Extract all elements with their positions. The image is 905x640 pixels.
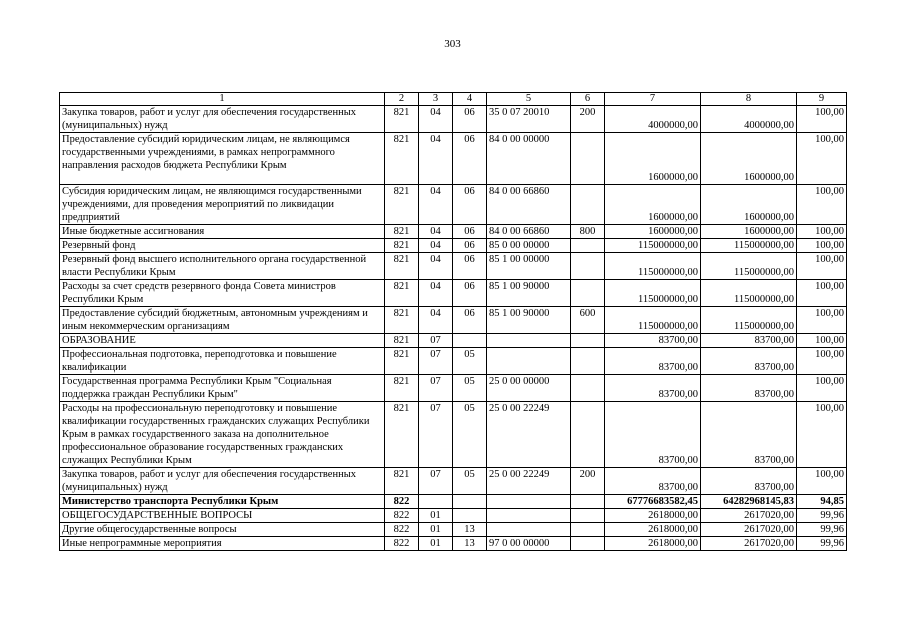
- table-row: [60, 239, 847, 253]
- subsection-code-cell: 06: [453, 133, 487, 185]
- expense-type-cell: 200: [571, 468, 605, 495]
- planned-amount-cell: 115000000,00: [605, 307, 701, 334]
- execution-percent-cell: 99,96: [797, 523, 847, 537]
- ministry-code-cell: 821: [385, 375, 419, 402]
- target-article-cell: 25 0 00 00000: [487, 375, 571, 402]
- expense-type-cell: [571, 537, 605, 551]
- planned-amount-cell: 2618000,00: [605, 537, 701, 551]
- subsection-code-cell: 06: [453, 307, 487, 334]
- subsection-code-cell: 06: [453, 225, 487, 239]
- expense-type-cell: [571, 495, 605, 509]
- executed-amount-cell: 1600000,00: [701, 225, 797, 239]
- expense-type-cell: [571, 280, 605, 307]
- row-name-cell: Закупка товаров, работ и услуг для обеспечения государственных (муниципальных) нужд: [60, 468, 385, 495]
- executed-amount-cell: 83700,00: [701, 375, 797, 402]
- execution-percent-cell: 99,96: [797, 537, 847, 551]
- row-name-cell: Министерство транспорта Республики Крым: [60, 495, 385, 509]
- ministry-code-cell: 821: [385, 402, 419, 468]
- execution-percent-cell: 100,00: [797, 334, 847, 348]
- header-cell: 2: [385, 93, 419, 106]
- execution-percent-cell: 100,00: [797, 225, 847, 239]
- planned-amount-cell: 2618000,00: [605, 523, 701, 537]
- target-article-cell: 85 0 00 00000: [487, 239, 571, 253]
- row-name-cell: Профессиональная подготовка, переподготовка и повышение квалификации: [60, 348, 385, 375]
- planned-amount-cell: 1600000,00: [605, 185, 701, 225]
- header-cell: 1: [60, 93, 385, 106]
- ministry-code-cell: 821: [385, 133, 419, 185]
- target-article-cell: [487, 509, 571, 523]
- row-name-cell: Расходы на профессиональную переподготовку и повышение квалификации государственных гражданских служащих Республики Крым в рамках государственного заказа на дополнительное профессиональное образование государственных гражданских служащих Республики Крым: [60, 402, 385, 468]
- executed-amount-cell: 83700,00: [701, 468, 797, 495]
- expense-type-cell: [571, 509, 605, 523]
- expense-type-cell: 800: [571, 225, 605, 239]
- executed-amount-cell: 83700,00: [701, 334, 797, 348]
- expense-type-cell: [571, 375, 605, 402]
- row-name-cell: Расходы за счет средств резервного фонда Совета министров Республики Крым: [60, 280, 385, 307]
- row-name-cell: Иные бюджетные ассигнования: [60, 225, 385, 239]
- target-article-cell: 85 1 00 90000: [487, 280, 571, 307]
- planned-amount-cell: 2618000,00: [605, 509, 701, 523]
- execution-percent-cell: 100,00: [797, 375, 847, 402]
- row-name-cell: Закупка товаров, работ и услуг для обеспечения государственных (муниципальных) нужд: [60, 106, 385, 133]
- executed-amount-cell: 1600000,00: [701, 133, 797, 185]
- ministry-code-cell: 821: [385, 239, 419, 253]
- section-code-cell: 01: [419, 509, 453, 523]
- table-row: [60, 280, 847, 307]
- execution-percent-cell: 100,00: [797, 253, 847, 280]
- subsection-code-cell: 13: [453, 523, 487, 537]
- subsection-code-cell: 06: [453, 280, 487, 307]
- planned-amount-cell: 115000000,00: [605, 280, 701, 307]
- executed-amount-cell: 115000000,00: [701, 239, 797, 253]
- section-code-cell: 07: [419, 334, 453, 348]
- row-name-cell: ОБРАЗОВАНИЕ: [60, 334, 385, 348]
- page-number: 303: [444, 38, 461, 50]
- header-cell: 9: [797, 93, 847, 106]
- budget-table: [59, 92, 847, 551]
- section-code-cell: 04: [419, 280, 453, 307]
- subsection-code-cell: 05: [453, 402, 487, 468]
- planned-amount-cell: 1600000,00: [605, 225, 701, 239]
- ministry-code-cell: 821: [385, 348, 419, 375]
- ministry-code-cell: 821: [385, 280, 419, 307]
- header-cell: 6: [571, 93, 605, 106]
- execution-percent-cell: 100,00: [797, 185, 847, 225]
- section-code-cell: 04: [419, 225, 453, 239]
- table-row: [60, 334, 847, 348]
- row-name-cell: ОБЩЕГОСУДАРСТВЕННЫЕ ВОПРОСЫ: [60, 509, 385, 523]
- planned-amount-cell: 83700,00: [605, 402, 701, 468]
- ministry-code-cell: 821: [385, 185, 419, 225]
- target-article-cell: 97 0 00 00000: [487, 537, 571, 551]
- executed-amount-cell: 115000000,00: [701, 280, 797, 307]
- section-code-cell: 04: [419, 239, 453, 253]
- expense-type-cell: [571, 523, 605, 537]
- header-cell: 5: [487, 93, 571, 106]
- planned-amount-cell: 67776683582,45: [605, 495, 701, 509]
- row-name-cell: Субсидия юридическим лицам, не являющимся государственными учреждениями, для проведения мероприятий по ликвидации предприятий: [60, 185, 385, 225]
- execution-percent-cell: 100,00: [797, 106, 847, 133]
- execution-percent-cell: 99,96: [797, 509, 847, 523]
- planned-amount-cell: 115000000,00: [605, 239, 701, 253]
- table-row: [60, 225, 847, 239]
- section-code-cell: 07: [419, 402, 453, 468]
- planned-amount-cell: 83700,00: [605, 348, 701, 375]
- target-article-cell: [487, 523, 571, 537]
- planned-amount-cell: 83700,00: [605, 468, 701, 495]
- ministry-code-cell: 822: [385, 509, 419, 523]
- executed-amount-cell: 2617020,00: [701, 537, 797, 551]
- row-name-cell: Иные непрограммные мероприятия: [60, 537, 385, 551]
- header-cell: 4: [453, 93, 487, 106]
- row-name-cell: Другие общегосударственные вопросы: [60, 523, 385, 537]
- section-code-cell: 07: [419, 348, 453, 375]
- table-row: [60, 468, 847, 495]
- execution-percent-cell: 100,00: [797, 280, 847, 307]
- table-row: [60, 133, 847, 185]
- target-article-cell: [487, 348, 571, 375]
- ministry-code-cell: 821: [385, 253, 419, 280]
- execution-percent-cell: 100,00: [797, 348, 847, 375]
- table-row: [60, 402, 847, 468]
- execution-percent-cell: 100,00: [797, 133, 847, 185]
- table-row: [60, 523, 847, 537]
- row-name-cell: Предоставление субсидий бюджетным, автономным учреждениям и иным некоммерческим организациям: [60, 307, 385, 334]
- row-name-cell: Резервный фонд: [60, 239, 385, 253]
- expense-type-cell: [571, 253, 605, 280]
- ministry-code-cell: 821: [385, 106, 419, 133]
- table-row: [60, 375, 847, 402]
- section-code-cell: [419, 495, 453, 509]
- subsection-code-cell: 06: [453, 239, 487, 253]
- table-row: [60, 348, 847, 375]
- executed-amount-cell: 115000000,00: [701, 307, 797, 334]
- execution-percent-cell: 100,00: [797, 239, 847, 253]
- section-code-cell: 04: [419, 307, 453, 334]
- ministry-code-cell: 822: [385, 537, 419, 551]
- subsection-code-cell: [453, 334, 487, 348]
- subsection-code-cell: 05: [453, 375, 487, 402]
- planned-amount-cell: 115000000,00: [605, 253, 701, 280]
- target-article-cell: 35 0 07 20010: [487, 106, 571, 133]
- table-row: [60, 185, 847, 225]
- target-article-cell: 84 0 00 66860: [487, 185, 571, 225]
- subsection-code-cell: 06: [453, 185, 487, 225]
- ministry-code-cell: 822: [385, 495, 419, 509]
- subsection-code-cell: 05: [453, 348, 487, 375]
- ministry-code-cell: 822: [385, 523, 419, 537]
- planned-amount-cell: 83700,00: [605, 334, 701, 348]
- executed-amount-cell: 4000000,00: [701, 106, 797, 133]
- target-article-cell: 84 0 00 00000: [487, 133, 571, 185]
- expense-type-cell: [571, 185, 605, 225]
- target-article-cell: 84 0 00 66860: [487, 225, 571, 239]
- ministry-code-cell: 821: [385, 468, 419, 495]
- expense-type-cell: [571, 402, 605, 468]
- expense-type-cell: 600: [571, 307, 605, 334]
- target-article-cell: 85 1 00 00000: [487, 253, 571, 280]
- executed-amount-cell: 2617020,00: [701, 523, 797, 537]
- table-row: [60, 509, 847, 523]
- table-row: [60, 253, 847, 280]
- table-row: [60, 106, 847, 133]
- target-article-cell: [487, 334, 571, 348]
- target-article-cell: 85 1 00 90000: [487, 307, 571, 334]
- expense-type-cell: [571, 348, 605, 375]
- expense-type-cell: 200: [571, 106, 605, 133]
- target-article-cell: [487, 495, 571, 509]
- table-row: [60, 307, 847, 334]
- execution-percent-cell: 100,00: [797, 307, 847, 334]
- execution-percent-cell: 100,00: [797, 402, 847, 468]
- subsection-code-cell: [453, 495, 487, 509]
- row-name-cell: Предоставление субсидий юридическим лицам, не являющимся государственными учреждениями, в рамках непрограммного направления расходов бюджета Республики Крым: [60, 133, 385, 185]
- execution-percent-cell: 94,85: [797, 495, 847, 509]
- execution-percent-cell: 100,00: [797, 468, 847, 495]
- section-code-cell: 04: [419, 185, 453, 225]
- expense-type-cell: [571, 239, 605, 253]
- planned-amount-cell: 4000000,00: [605, 106, 701, 133]
- expense-type-cell: [571, 334, 605, 348]
- subsection-code-cell: 05: [453, 468, 487, 495]
- section-code-cell: 04: [419, 133, 453, 185]
- executed-amount-cell: 83700,00: [701, 402, 797, 468]
- header-row: [60, 93, 847, 106]
- section-code-cell: 01: [419, 537, 453, 551]
- executed-amount-cell: 2617020,00: [701, 509, 797, 523]
- ministry-code-cell: 821: [385, 334, 419, 348]
- section-code-cell: 04: [419, 106, 453, 133]
- executed-amount-cell: 64282968145,83: [701, 495, 797, 509]
- subsection-code-cell: 06: [453, 106, 487, 133]
- header-cell: 7: [605, 93, 701, 106]
- header-cell: 8: [701, 93, 797, 106]
- executed-amount-cell: 83700,00: [701, 348, 797, 375]
- section-code-cell: 07: [419, 375, 453, 402]
- executed-amount-cell: 115000000,00: [701, 253, 797, 280]
- target-article-cell: 25 0 00 22249: [487, 468, 571, 495]
- expense-type-cell: [571, 133, 605, 185]
- section-code-cell: 04: [419, 253, 453, 280]
- subsection-code-cell: 06: [453, 253, 487, 280]
- target-article-cell: 25 0 00 22249: [487, 402, 571, 468]
- table-row: [60, 537, 847, 551]
- section-code-cell: 01: [419, 523, 453, 537]
- section-code-cell: 07: [419, 468, 453, 495]
- ministry-code-cell: 821: [385, 307, 419, 334]
- table-row: [60, 495, 847, 509]
- planned-amount-cell: 83700,00: [605, 375, 701, 402]
- planned-amount-cell: 1600000,00: [605, 133, 701, 185]
- header-cell: 3: [419, 93, 453, 106]
- subsection-code-cell: [453, 509, 487, 523]
- subsection-code-cell: 13: [453, 537, 487, 551]
- executed-amount-cell: 1600000,00: [701, 185, 797, 225]
- ministry-code-cell: 821: [385, 225, 419, 239]
- row-name-cell: Резервный фонд высшего исполнительного органа государственной власти Республики Крым: [60, 253, 385, 280]
- row-name-cell: Государственная программа Республики Крым "Социальная поддержка граждан Республики Крым": [60, 375, 385, 402]
